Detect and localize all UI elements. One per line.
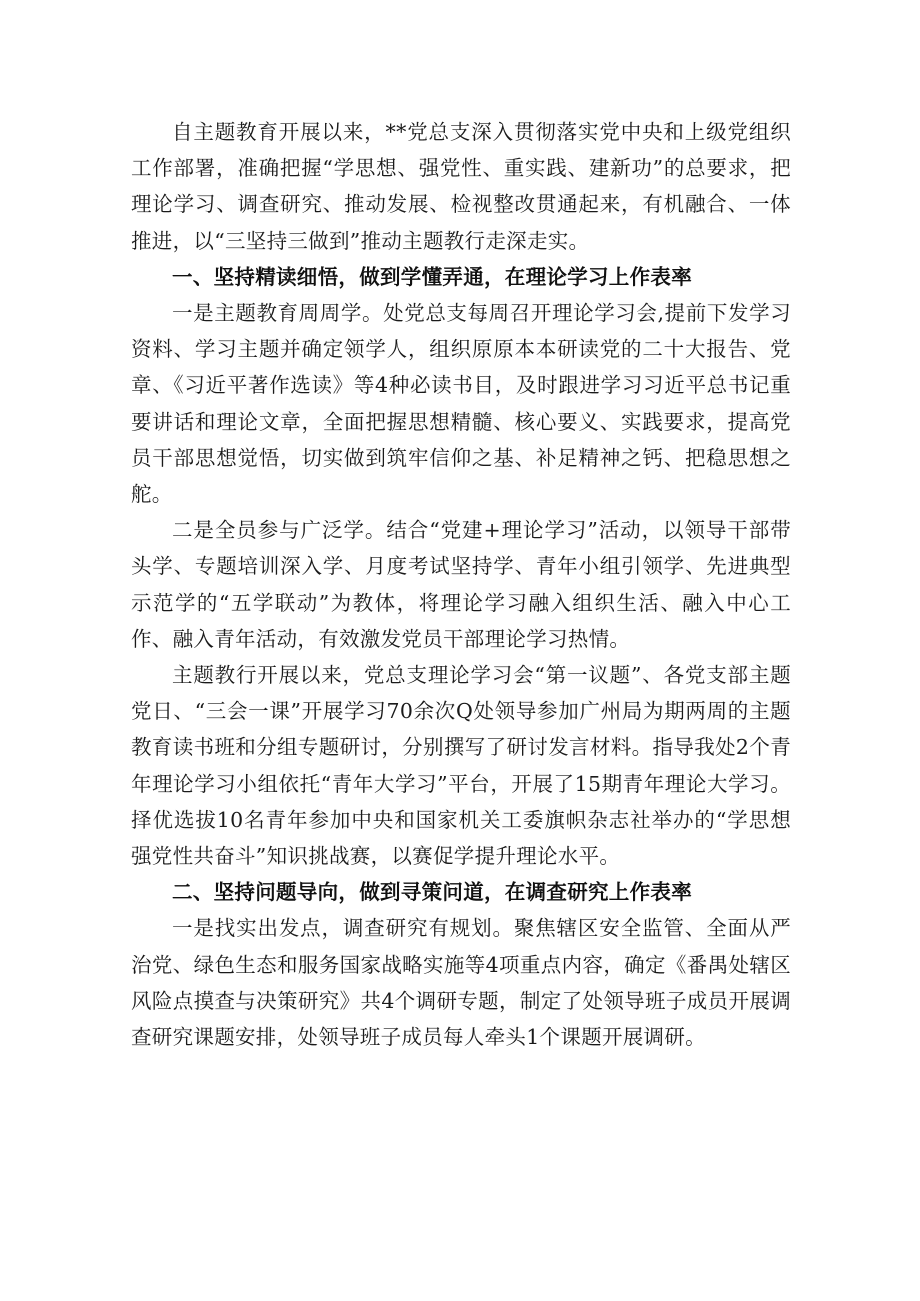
document-page: [131, 114, 791, 1055]
intro-paragraph: 自主题教育开展以来，**党总支深入贯彻落实党中央和上级党组织工作部署，准确把握“学思想、强党性、重实践、建新功”的总要求，把理论学习、调查研究、推动发展、检视整改贯通起来，有机融合、一体推进，以“三坚持三做到”推动主题教行走深走实。: [131, 120, 791, 253]
body-paragraph: 一是找实出发点，调查研究有规划。聚焦辖区安全监管、全面从严治党、绿色生态和服务国家战略实施等4项重点内容，确定《番禺处辖区风险点摸查与决策研究》共4个调研专题，制定了处领导班子成员开展调查研究课题安排，处领导班子成员每人牵头1个课题开展调研。: [131, 916, 791, 1050]
body-paragraph: 主题教行开展以来，党总支理论学习会“第一议题”、各党支部主题党日、“三会一课”开展学习70余次Q处领导参加广州局为期两周的主题教育读书班和分组专题研讨，分别撰写了研讨发言材料。指导我处2个青年理论学习小组依托“青年大学习”平台，开展了15期青年理论大学习。择优选拔10名青年参加中央和国家机关工委旗帜杂志社举办的“学思想强党性共奋斗”知识挑战赛，以赛促学提升理论水平。: [131, 663, 791, 869]
body-paragraph: 二是全员参与广泛学。结合“党建+理论学习”活动，以领导干部带头学、专题培训深入学、月度考试坚持学、青年小组引领学、先进典型示范学的“五学联动”为教体，将理论学习融入组织生活、融入中心工作、融入青年活动，有效激发党员干部理论学习热情。: [131, 518, 791, 651]
body-paragraph: 一是主题教育周周学。处党总支每周召开理论学习会,提前下发学习资料、学习主题并确定领学人，组织原原本本研读党的二十大报告、党章、《习近平著作选读》等4种必读书目，及时跟进学习习近平总书记重要讲话和理论文章，全面把握思想精髓、核心要义、实践要求，提高党员干部思想觉悟，切实做到筑牢信仰之基、补足精神之钙、把稳思想之舵。: [131, 301, 791, 507]
section-heading-2: 二、坚持问题导向，做到寻策问道，在调查研究上作表率: [172, 880, 692, 905]
section-heading-1: 一、坚持精读细悟，做到学懂弄通，在理论学习上作表率: [172, 264, 692, 289]
